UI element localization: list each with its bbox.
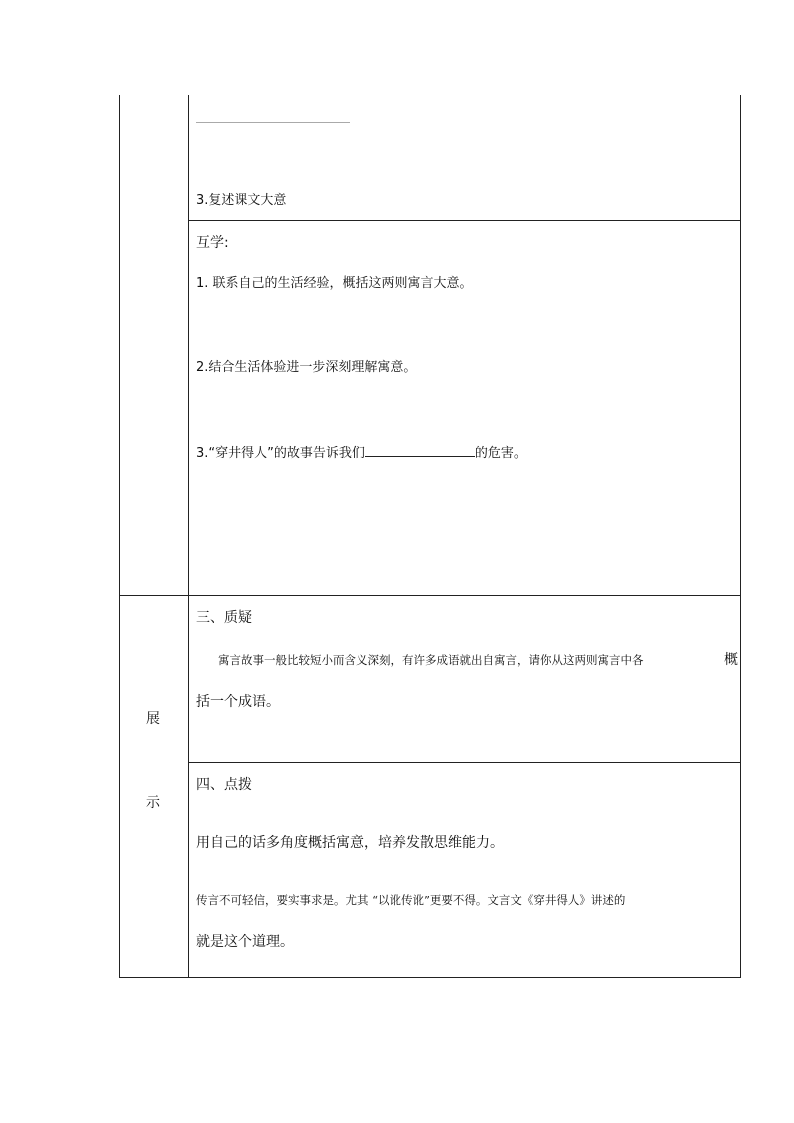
dianbo-line-3: 就是这个道理。 — [196, 934, 294, 950]
q3-suffix: 的危害。 — [474, 446, 527, 461]
table-bottom-border — [119, 977, 741, 978]
zhiyi-line-1: 寓言故事一般比较短小而含义深刻，有许多成语就出自寓言，请你从这两则寓言中各 — [218, 653, 644, 667]
dianbo-line-2: 传言不可轻信，要实事求是。尤其 “以讹传讹”更要不得。文言文《穿井得人》讲述的 — [196, 893, 626, 907]
table-left-border — [119, 95, 120, 978]
zhiyi-line-2: 括一个成语。 — [196, 694, 280, 710]
item-retell: 3.复述课文大意 — [196, 193, 287, 208]
huxue-question-1: 1. 联系自己的生活经验，概括这两则寓言大意。 — [196, 276, 473, 291]
side-label-zhan: 展 — [146, 711, 160, 727]
table-right-border — [740, 95, 741, 978]
row-divider-2 — [119, 595, 741, 596]
huxue-title: 互学: — [196, 235, 229, 251]
row-divider-1 — [188, 220, 741, 221]
dianbo-title: 四、点拨 — [196, 777, 252, 793]
q3-blank[interactable] — [365, 444, 475, 457]
zhiyi-title: 三、质疑 — [196, 610, 252, 626]
zhiyi-line-1-end: 概 — [724, 652, 738, 668]
huxue-question-3 — [196, 444, 527, 462]
answer-line — [196, 122, 350, 123]
row-divider-3 — [188, 762, 741, 763]
table-column-divider — [188, 95, 189, 978]
dianbo-line-1: 用自己的话多角度概括寓意，培养发散思维能力。 — [196, 835, 504, 851]
huxue-question-2: 2.结合生活体验进一步深刻理解寓意。 — [196, 360, 417, 375]
side-label-shi: 示 — [146, 795, 160, 811]
q3-prefix: 3.“穿井得人”的故事告诉我们 — [196, 446, 365, 461]
